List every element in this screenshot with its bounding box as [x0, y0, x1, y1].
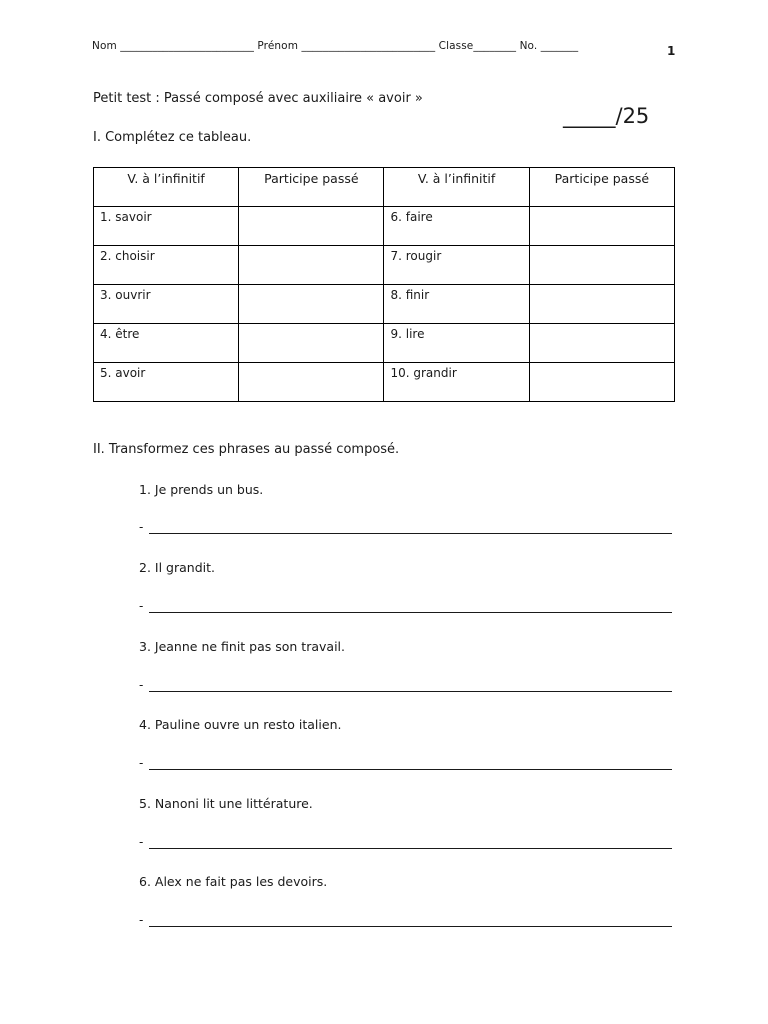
- answer-dash: -: [139, 756, 144, 770]
- answer-line-5[interactable]: [139, 835, 672, 851]
- answer-line-1[interactable]: [139, 520, 672, 536]
- column-header-infinitive: V. à l’infinitif: [94, 168, 239, 207]
- verb-cell: 3. ouvrir: [94, 285, 239, 324]
- verb-cell: 6. faire: [384, 207, 529, 246]
- question-4: 4. Pauline ouvre un resto italien.: [139, 717, 342, 732]
- participle-answer-cell[interactable]: [529, 285, 674, 324]
- verb-cell: 10. grandir: [384, 363, 529, 402]
- student-info-line: Nom _________________________ Prénom _________________________ Classe________ No. _______: [92, 40, 579, 52]
- answer-dash: -: [139, 913, 144, 927]
- verb-cell: 5. avoir: [94, 363, 239, 402]
- column-header-infinitive: V. à l’infinitif: [384, 168, 529, 207]
- test-title: Petit test : Passé composé avec auxiliaire « avoir »: [93, 91, 423, 106]
- question-2: 2. Il grandit.: [139, 560, 215, 575]
- answer-underline: [149, 691, 672, 692]
- question-1: 1. Je prends un bus.: [139, 482, 264, 497]
- table-row: [94, 324, 675, 363]
- table-row: [94, 285, 675, 324]
- participle-answer-cell[interactable]: [239, 207, 384, 246]
- answer-underline: [149, 612, 672, 613]
- question-6: 6. Alex ne fait pas les devoirs.: [139, 874, 328, 889]
- participle-answer-cell[interactable]: [529, 207, 674, 246]
- answer-line-4[interactable]: [139, 756, 672, 772]
- verb-cell: 9. lire: [384, 324, 529, 363]
- table-row: [94, 207, 675, 246]
- score-field: _____/25: [563, 104, 650, 128]
- question-3: 3. Jeanne ne finit pas son travail.: [139, 639, 345, 654]
- table-row: [94, 363, 675, 402]
- question-5: 5. Nanoni lit une littérature.: [139, 796, 313, 811]
- answer-dash: -: [139, 835, 144, 849]
- column-header-participle: Participe passé: [239, 168, 384, 207]
- section-one-heading: I. Complétez ce tableau.: [93, 130, 252, 145]
- answer-dash: -: [139, 678, 144, 692]
- verb-cell: 4. être: [94, 324, 239, 363]
- participle-answer-cell[interactable]: [239, 324, 384, 363]
- answer-line-3[interactable]: [139, 678, 672, 694]
- table-row: [94, 246, 675, 285]
- column-header-participle: Participe passé: [529, 168, 674, 207]
- verb-cell: 7. rougir: [384, 246, 529, 285]
- page-number: 1: [667, 44, 676, 58]
- participle-answer-cell[interactable]: [529, 363, 674, 402]
- participle-answer-cell[interactable]: [529, 246, 674, 285]
- participle-answer-cell[interactable]: [529, 324, 674, 363]
- answer-underline: [149, 769, 672, 770]
- answer-line-2[interactable]: [139, 599, 672, 615]
- participle-answer-cell[interactable]: [239, 246, 384, 285]
- verb-cell: 8. finir: [384, 285, 529, 324]
- answer-dash: -: [139, 520, 144, 534]
- verb-cell: 1. savoir: [94, 207, 239, 246]
- answer-dash: -: [139, 599, 144, 613]
- participle-answer-cell[interactable]: [239, 363, 384, 402]
- verb-cell: 2. choisir: [94, 246, 239, 285]
- section-two-heading: II. Transformez ces phrases au passé composé.: [93, 442, 400, 457]
- answer-underline: [149, 926, 672, 927]
- answer-underline: [149, 848, 672, 849]
- table-header-row: [94, 168, 675, 207]
- verb-table: [93, 167, 675, 402]
- answer-line-6[interactable]: [139, 913, 672, 929]
- participle-answer-cell[interactable]: [239, 285, 384, 324]
- answer-underline: [149, 533, 672, 534]
